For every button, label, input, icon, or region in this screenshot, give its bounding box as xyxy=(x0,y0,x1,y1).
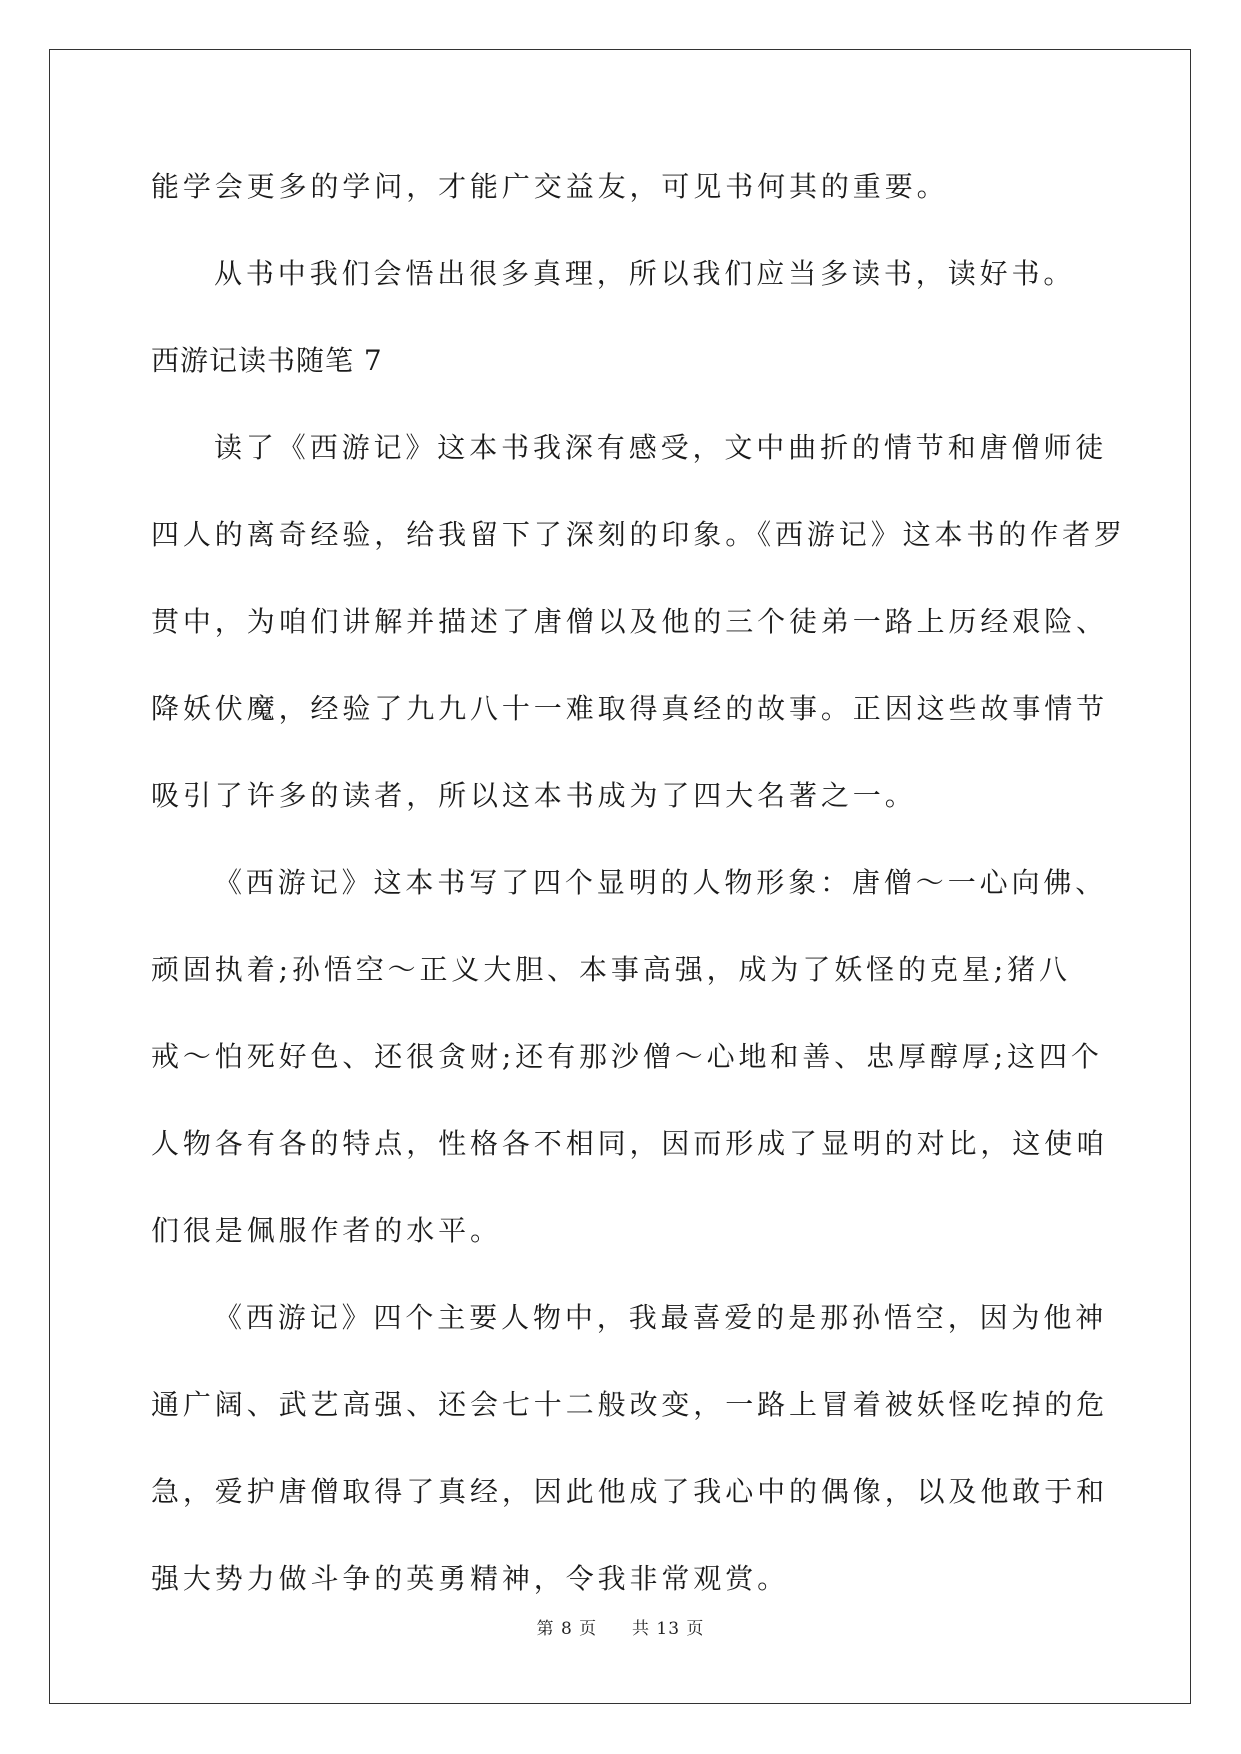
section-heading: 西游记读书随笔 7 xyxy=(151,344,383,377)
page-footer xyxy=(0,1614,1241,1639)
document-body xyxy=(151,160,1126,1639)
paragraph-line: 《西游记》这本书写了四个显明的人物形象：唐僧～一心向佛、 xyxy=(214,866,1108,899)
text-line: 强大势力做斗争的英勇精神，令我非常观赏。 xyxy=(151,1562,790,1595)
page-number: 第 8 页 xyxy=(536,1619,598,1639)
text-line: 戒～怕死好色、还很贪财;还有那沙僧～心地和善、忠厚醇厚;这四个 xyxy=(151,1040,1103,1073)
paragraph-line: 从书中我们会悟出很多真理，所以我们应当多读书，读好书。 xyxy=(214,257,1076,290)
text-line: 吸引了许多的读者，所以这本书成为了四大名著之一。 xyxy=(151,779,917,812)
text-line: 降妖伏魔，经验了九九八十一难取得真经的故事。正因这些故事情节 xyxy=(151,692,1109,725)
paragraph-line: 《西游记》四个主要人物中，我最喜爱的是那孙悟空，因为他神 xyxy=(214,1301,1108,1334)
text-line: 四人的离奇经验，给我留下了深刻的印象。《西游记》这本书的作者罗 xyxy=(151,518,1126,551)
text-line: 人物各有各的特点，性格各不相同，因而形成了显明的对比，这使咱 xyxy=(151,1127,1109,1160)
paragraph-line: 读了《西游记》这本书我深有感受，文中曲折的情节和唐僧师徒 xyxy=(214,431,1108,464)
page-total: 共 13 页 xyxy=(631,1619,705,1639)
text-line: 急，爱护唐僧取得了真经，因此他成了我心中的偶像，以及他敢于和 xyxy=(151,1475,1109,1508)
text-line: 们很是佩服作者的水平。 xyxy=(151,1214,502,1247)
text-line: 能学会更多的学问，才能广交益友，可见书何其的重要。 xyxy=(151,170,949,203)
text-line: 通广阔、武艺高强、还会七十二般改变，一路上冒着被妖怪吃掉的危 xyxy=(151,1388,1109,1421)
text-line: 顽固执着;孙悟空～正义大胆、本事高强，成为了妖怪的克星;猪八 xyxy=(151,953,1071,986)
text-line: 贯中，为咱们讲解并描述了唐僧以及他的三个徒弟一路上历经艰险、 xyxy=(151,605,1109,638)
